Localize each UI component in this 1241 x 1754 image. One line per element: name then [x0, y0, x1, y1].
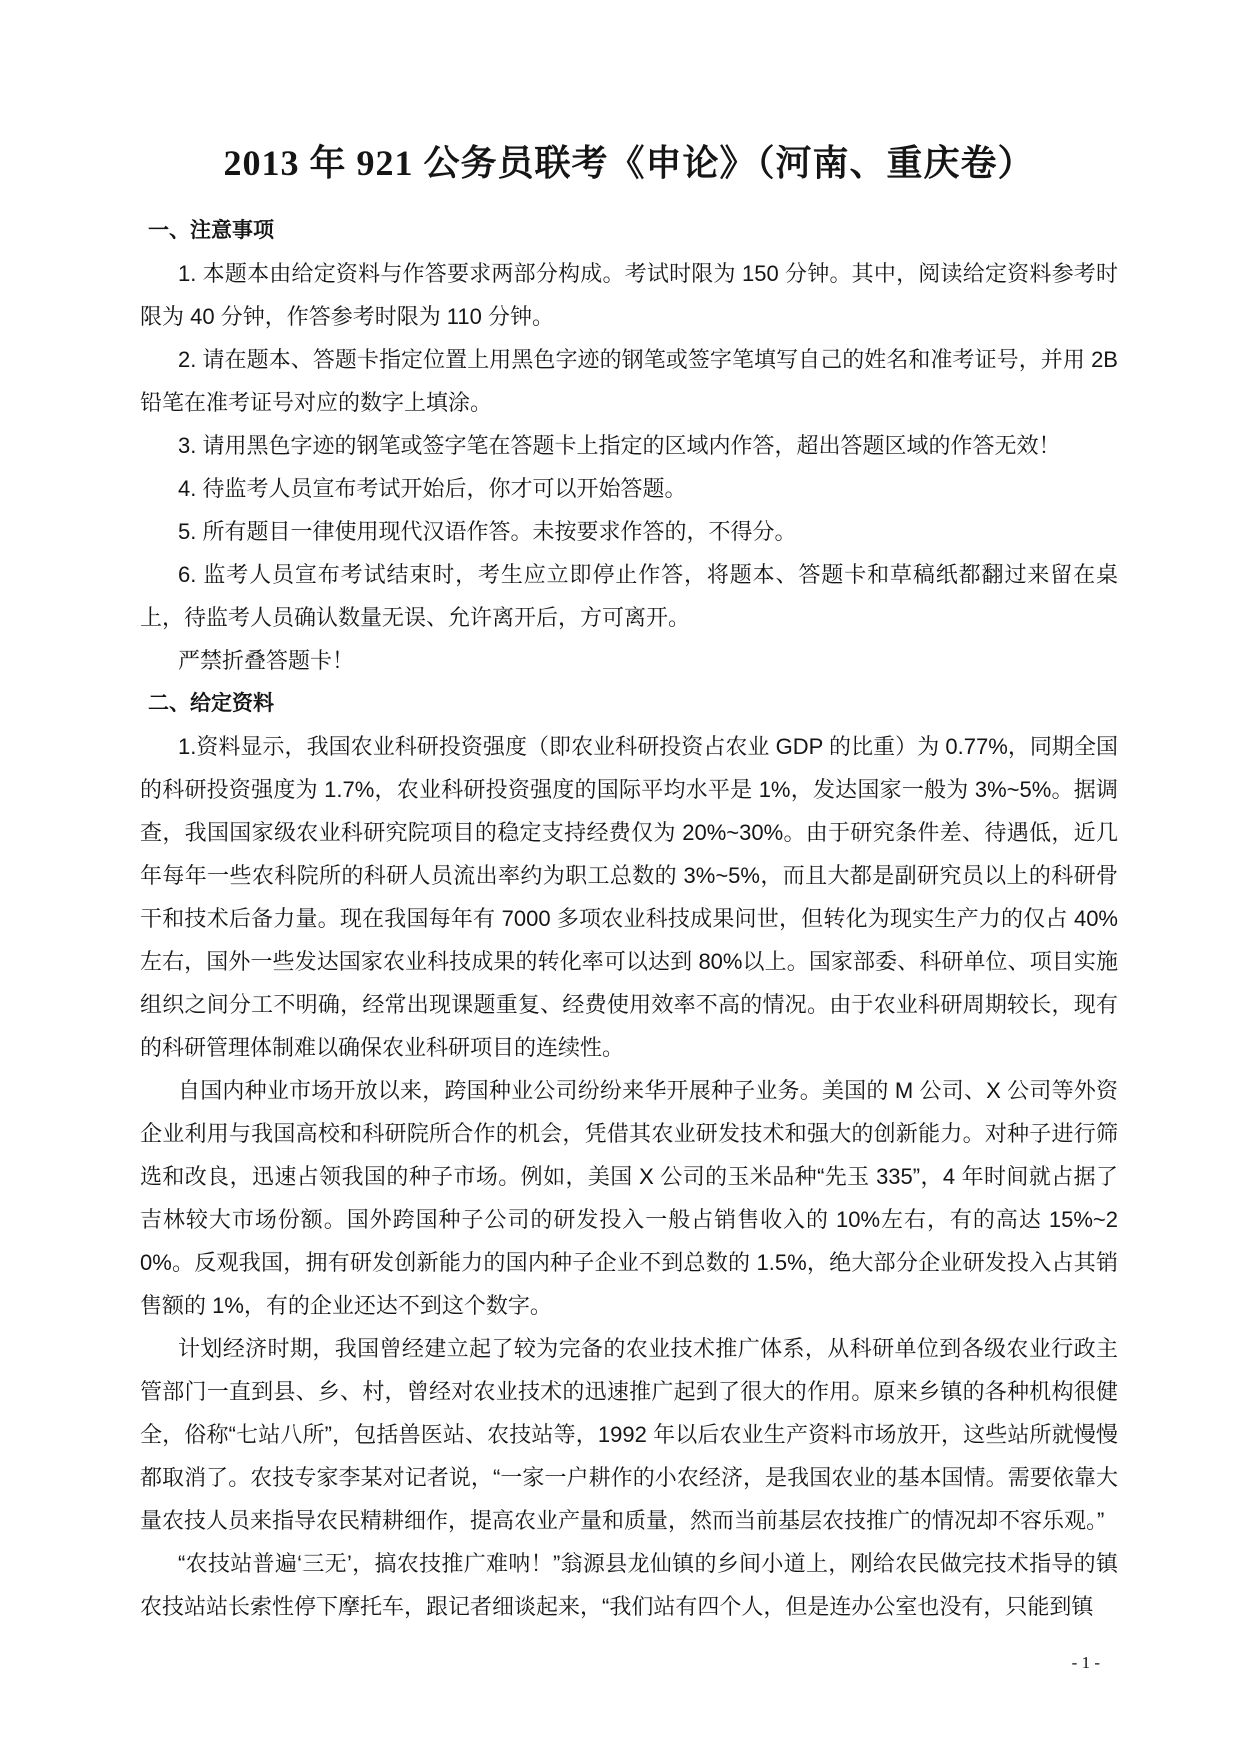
page-number: - 1 - [1071, 1653, 1100, 1672]
document-content [140, 139, 1118, 1628]
notice-paragraph-5: 5. 所有题目一律使用现代汉语作答。未按要求作答的，不得分。 [178, 519, 797, 544]
material-paragraph-3: 计划经济时期，我国曾经建立起了较为完备的农业技术推广体系，从科研单位到各级农业行政主管部门一直到县、乡、村，曾经对农业技术的迅速推广起到了很大的作用。原来乡镇的各种机构很健全，俗称“七站八所”，包括兽医站、农技站等，1992 年以后农业生产资料市场放开，这些站所就慢慢都取消了。农技专家李某对记者说，“一家一户耕作的小农经济，是我国农业的基本国情。需要依靠大量农技人员来指导农民精耕细作，提高农业产量和质量，然而当前基层农技推广的情况却不容乐观。” [140, 1336, 1118, 1533]
notice-paragraph-6: 6. 监考人员宣布考试结束时，考生应立即停止作答，将题本、答题卡和草稿纸都翻过来留在桌上，待监考人员确认数量无误、允许离开后，方可离开。 [140, 562, 1118, 630]
section-heading-notice: 一、注意事项 [148, 219, 274, 242]
material-paragraph-4: “农技站普遍‘三无’，搞农技推广难呐！”翁源县龙仙镇的乡间小道上，刚给农民做完技术指导的镇农技站站长索性停下摩托车，跟记者细谈起来，“我们站有四个人，但是连办公室也没有，只能到镇 [140, 1551, 1118, 1619]
document-title: 2013 年 921 公务员联考《申论》（河南、重庆卷） [223, 143, 1035, 183]
notice-paragraph-2: 2. 请在题本、答题卡指定位置上用黑色字迹的钢笔或签字笔填写自己的姓名和准考证号，并用 2B 铅笔在准考证号对应的数字上填涂。 [140, 347, 1118, 415]
notice-paragraph-4: 4. 待监考人员宣布考试开始后，你才可以开始答题。 [178, 476, 687, 501]
notice-paragraph-1: 1. 本题本由给定资料与作答要求两部分构成。考试时限为 150 分钟。其中，阅读给定资料参考时限为 40 分钟，作答参考时限为 110 分钟。 [140, 261, 1118, 329]
material-paragraph-1: 1.资料显示，我国农业科研投资强度（即农业科研投资占农业 GDP 的比重）为 0.77%，同期全国的科研投资强度为 1.7%，农业科研投资强度的国际平均水平是 1%，发达国家一般为 3%~5%。据调查，我国国家级农业科研究院项目的稳定支持经费仅为 20%~30%。由于研究条件差、待遇低，近几年每年一些农科院所的科研人员流出率约为职工总数的 3%~5%，而且大都是副研究员以上的科研骨干和技术后备力量。现在我国每年有 7000 多项农业科技成果问世，但转化为现实生产力的仅占 40%左右，国外一些发达国家农业科技成果的转化率可以达到 80%以上。国家部委、科研单位、项目实施组织之间分工不明确，经常出现课题重复、经费使用效率不高的情况。由于农业科研周期较长，现有的科研管理体制难以确保农业科研项目的连续性。 [140, 734, 1118, 1060]
material-paragraph-2: 自国内种业市场开放以来，跨国种业公司纷纷来华开展种子业务。美国的 M 公司、X 公司等外资企业利用与我国高校和科研院所合作的机会，凭借其农业研发技术和强大的创新能力。对种子进行筛选和改良，迅速占领我国的种子市场。例如，美国 X 公司的玉米品种“先玉 335”，4 年时间就占据了吉林较大市场份额。国外跨国种子公司的研发投入一般占销售收入的 10%左右，有的高达 15%~20%。反观我国，拥有研发创新能力的国内种子企业不到总数的 1.5%，绝大部分企业研发投入占其销售额的 1%，有的企业还达不到这个数字。 [140, 1078, 1118, 1318]
section-heading-materials: 二、给定资料 [148, 692, 274, 715]
notice-paragraph-3: 3. 请用黑色字迹的钢笔或签字笔在答题卡上指定的区域内作答，超出答题区域的作答无效！ [178, 433, 1061, 458]
notice-warning-line: 严禁折叠答题卡！ [178, 648, 355, 673]
